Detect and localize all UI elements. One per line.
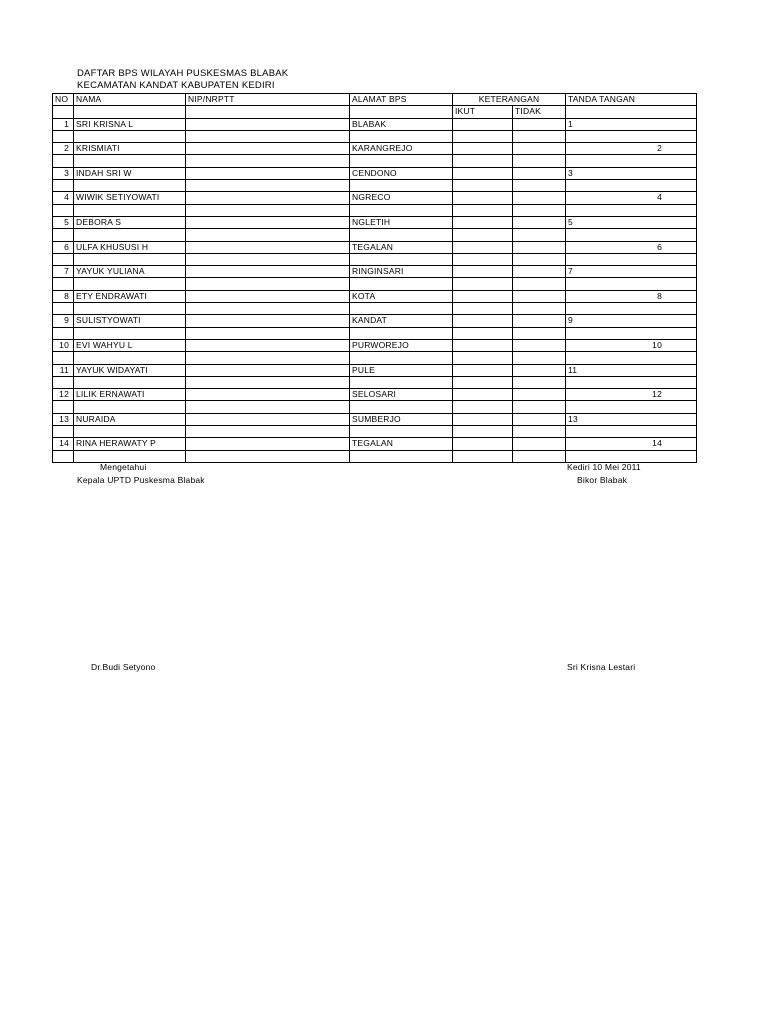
header-keterangan: KETERANGAN bbox=[453, 94, 566, 106]
cell-tidak bbox=[513, 339, 566, 351]
cell-no: 5 bbox=[53, 216, 74, 228]
bps-table bbox=[52, 93, 697, 463]
table-row bbox=[53, 339, 697, 351]
spacer-cell bbox=[453, 253, 513, 265]
table-row bbox=[53, 143, 697, 155]
table-spacer-row bbox=[53, 180, 697, 192]
spacer-cell bbox=[513, 303, 566, 315]
spacer-cell bbox=[453, 303, 513, 315]
cell-tidak bbox=[513, 216, 566, 228]
cell-nip bbox=[186, 413, 350, 425]
table-spacer-row bbox=[53, 303, 697, 315]
spacer-cell bbox=[350, 278, 453, 290]
cell-alamat: TEGALAN bbox=[350, 241, 453, 253]
cell-tanda-tangan: 8 bbox=[566, 290, 697, 302]
table-row bbox=[53, 290, 697, 302]
cell-nip bbox=[186, 143, 350, 155]
spacer-cell bbox=[53, 130, 74, 142]
cell-ikut bbox=[453, 389, 513, 401]
spacer-cell bbox=[186, 229, 350, 241]
subheader-empty bbox=[186, 106, 350, 118]
spacer-cell bbox=[513, 204, 566, 216]
spacer-cell bbox=[513, 450, 566, 462]
cell-ikut bbox=[453, 118, 513, 130]
cell-tidak bbox=[513, 315, 566, 327]
table-row bbox=[53, 118, 697, 130]
table-spacer-row bbox=[53, 401, 697, 413]
spacer-cell bbox=[53, 229, 74, 241]
table-row bbox=[53, 364, 697, 376]
header-tidak: TIDAK bbox=[513, 106, 566, 118]
spacer-cell bbox=[53, 376, 74, 388]
spacer-cell bbox=[513, 426, 566, 438]
spacer-cell bbox=[74, 253, 186, 265]
table-spacer-row bbox=[53, 155, 697, 167]
cell-tanda-tangan: 7 bbox=[566, 266, 697, 278]
cell-no: 2 bbox=[53, 143, 74, 155]
cell-no: 14 bbox=[53, 438, 74, 450]
cell-ikut bbox=[453, 216, 513, 228]
cell-no: 11 bbox=[53, 364, 74, 376]
cell-alamat: SELOSARI bbox=[350, 389, 453, 401]
table-spacer-row bbox=[53, 229, 697, 241]
spacer-cell bbox=[566, 229, 697, 241]
table-subheader-row bbox=[53, 106, 697, 118]
footer-nama-bikor: Sri Krisna Lestari bbox=[567, 662, 636, 672]
spacer-cell bbox=[74, 327, 186, 339]
cell-tanda-tangan: 13 bbox=[566, 413, 697, 425]
header-no: NO bbox=[53, 94, 74, 106]
cell-nama: NURAIDA bbox=[74, 413, 186, 425]
spacer-cell bbox=[453, 352, 513, 364]
spacer-cell bbox=[74, 130, 186, 142]
cell-tidak bbox=[513, 118, 566, 130]
spacer-cell bbox=[53, 278, 74, 290]
cell-tidak bbox=[513, 438, 566, 450]
cell-tanda-tangan: 9 bbox=[566, 315, 697, 327]
cell-nip bbox=[186, 339, 350, 351]
table-spacer-row bbox=[53, 327, 697, 339]
spacer-cell bbox=[186, 327, 350, 339]
cell-nama: DEBORA S bbox=[74, 216, 186, 228]
cell-tanda-tangan: 6 bbox=[566, 241, 697, 253]
subheader-empty bbox=[74, 106, 186, 118]
cell-alamat: PURWOREJO bbox=[350, 339, 453, 351]
spacer-cell bbox=[74, 180, 186, 192]
spacer-cell bbox=[186, 130, 350, 142]
spacer-cell bbox=[53, 426, 74, 438]
cell-no: 6 bbox=[53, 241, 74, 253]
header-alamat: ALAMAT BPS bbox=[350, 94, 453, 106]
spacer-cell bbox=[74, 278, 186, 290]
spacer-cell bbox=[513, 352, 566, 364]
table-spacer-row bbox=[53, 376, 697, 388]
spacer-cell bbox=[453, 204, 513, 216]
table-row bbox=[53, 389, 697, 401]
spacer-cell bbox=[350, 204, 453, 216]
cell-tanda-tangan: 1 bbox=[566, 118, 697, 130]
cell-tanda-tangan: 5 bbox=[566, 216, 697, 228]
spacer-cell bbox=[186, 401, 350, 413]
cell-alamat: NGRECO bbox=[350, 192, 453, 204]
cell-ikut bbox=[453, 167, 513, 179]
table-row bbox=[53, 167, 697, 179]
cell-tidak bbox=[513, 192, 566, 204]
cell-alamat: TEGALAN bbox=[350, 438, 453, 450]
spacer-cell bbox=[453, 130, 513, 142]
cell-nama: YAYUK WIDAYATI bbox=[74, 364, 186, 376]
spacer-cell bbox=[186, 450, 350, 462]
footer-jabatan-kepala: Kepala UPTD Puskesma Blabak bbox=[77, 475, 205, 485]
cell-no: 4 bbox=[53, 192, 74, 204]
cell-tanda-tangan: 11 bbox=[566, 364, 697, 376]
spacer-cell bbox=[350, 401, 453, 413]
cell-ikut bbox=[453, 143, 513, 155]
cell-no: 8 bbox=[53, 290, 74, 302]
cell-alamat: PULE bbox=[350, 364, 453, 376]
spacer-cell bbox=[53, 155, 74, 167]
spacer-cell bbox=[53, 327, 74, 339]
subheader-empty bbox=[350, 106, 453, 118]
cell-nip bbox=[186, 266, 350, 278]
spacer-cell bbox=[350, 426, 453, 438]
spacer-cell bbox=[74, 401, 186, 413]
cell-nama: INDAH SRI W bbox=[74, 167, 186, 179]
spacer-cell bbox=[513, 401, 566, 413]
cell-tidak bbox=[513, 167, 566, 179]
cell-alamat: BLABAK bbox=[350, 118, 453, 130]
cell-alamat: SUMBERJO bbox=[350, 413, 453, 425]
spacer-cell bbox=[74, 204, 186, 216]
cell-tanda-tangan: 10 bbox=[566, 339, 697, 351]
cell-tidak bbox=[513, 241, 566, 253]
cell-ikut bbox=[453, 290, 513, 302]
spacer-cell bbox=[566, 376, 697, 388]
spacer-cell bbox=[350, 352, 453, 364]
footer-mengetahui: Mengetahui bbox=[100, 462, 147, 472]
cell-no: 7 bbox=[53, 266, 74, 278]
spacer-cell bbox=[186, 278, 350, 290]
cell-ikut bbox=[453, 266, 513, 278]
spacer-cell bbox=[453, 180, 513, 192]
spacer-cell bbox=[53, 401, 74, 413]
table-spacer-row bbox=[53, 130, 697, 142]
cell-nama: SRI KRISNA L bbox=[74, 118, 186, 130]
table-spacer-row bbox=[53, 253, 697, 265]
header-tanda-tangan: TANDA TANGAN bbox=[566, 94, 697, 106]
spacer-cell bbox=[566, 426, 697, 438]
cell-ikut bbox=[453, 339, 513, 351]
spacer-cell bbox=[186, 426, 350, 438]
table-spacer-row bbox=[53, 352, 697, 364]
header-nama: NAMA bbox=[74, 94, 186, 106]
table-row bbox=[53, 438, 697, 450]
spacer-cell bbox=[566, 401, 697, 413]
cell-nip bbox=[186, 192, 350, 204]
spacer-cell bbox=[513, 229, 566, 241]
cell-tanda-tangan: 3 bbox=[566, 167, 697, 179]
cell-tanda-tangan: 4 bbox=[566, 192, 697, 204]
table-row bbox=[53, 315, 697, 327]
cell-ikut bbox=[453, 315, 513, 327]
cell-ikut bbox=[453, 438, 513, 450]
spacer-cell bbox=[513, 278, 566, 290]
spacer-cell bbox=[566, 450, 697, 462]
header-ikut: IKUT bbox=[453, 106, 513, 118]
spacer-cell bbox=[350, 327, 453, 339]
table-spacer-row bbox=[53, 450, 697, 462]
table-row bbox=[53, 241, 697, 253]
cell-tanda-tangan: 2 bbox=[566, 143, 697, 155]
spacer-cell bbox=[186, 204, 350, 216]
spacer-cell bbox=[74, 155, 186, 167]
spacer-cell bbox=[566, 278, 697, 290]
spacer-cell bbox=[350, 130, 453, 142]
cell-no: 10 bbox=[53, 339, 74, 351]
spacer-cell bbox=[53, 450, 74, 462]
spacer-cell bbox=[350, 450, 453, 462]
cell-nama: EVI WAHYU L bbox=[74, 339, 186, 351]
spacer-cell bbox=[53, 204, 74, 216]
spacer-cell bbox=[186, 303, 350, 315]
table-row bbox=[53, 266, 697, 278]
spacer-cell bbox=[513, 327, 566, 339]
table-header-row bbox=[53, 94, 697, 106]
cell-nama: KRISMIATI bbox=[74, 143, 186, 155]
spacer-cell bbox=[350, 155, 453, 167]
document-title-line-2: KECAMATAN KANDAT KABUPATEN KEDIRI bbox=[77, 80, 275, 91]
subheader-empty bbox=[53, 106, 74, 118]
spacer-cell bbox=[74, 229, 186, 241]
spacer-cell bbox=[566, 303, 697, 315]
spacer-cell bbox=[350, 180, 453, 192]
table-spacer-row bbox=[53, 204, 697, 216]
spacer-cell bbox=[350, 376, 453, 388]
cell-no: 3 bbox=[53, 167, 74, 179]
cell-nip bbox=[186, 118, 350, 130]
cell-nip bbox=[186, 364, 350, 376]
spacer-cell bbox=[566, 130, 697, 142]
cell-ikut bbox=[453, 364, 513, 376]
cell-nama: LILIK ERNAWATI bbox=[74, 389, 186, 401]
cell-nip bbox=[186, 315, 350, 327]
spacer-cell bbox=[453, 229, 513, 241]
spacer-cell bbox=[186, 180, 350, 192]
spacer-cell bbox=[74, 303, 186, 315]
cell-nama: ULFA KHUSUSI H bbox=[74, 241, 186, 253]
subheader-empty bbox=[566, 106, 697, 118]
cell-ikut bbox=[453, 192, 513, 204]
cell-tidak bbox=[513, 143, 566, 155]
cell-no: 9 bbox=[53, 315, 74, 327]
cell-tanda-tangan: 14 bbox=[566, 438, 697, 450]
cell-no: 13 bbox=[53, 413, 74, 425]
spacer-cell bbox=[453, 376, 513, 388]
spacer-cell bbox=[186, 352, 350, 364]
cell-nip bbox=[186, 389, 350, 401]
table-spacer-row bbox=[53, 278, 697, 290]
cell-tidak bbox=[513, 364, 566, 376]
cell-nama: RINA HERAWATY P bbox=[74, 438, 186, 450]
cell-tidak bbox=[513, 413, 566, 425]
spacer-cell bbox=[350, 229, 453, 241]
cell-nip bbox=[186, 167, 350, 179]
spacer-cell bbox=[513, 130, 566, 142]
cell-nip bbox=[186, 241, 350, 253]
table-row bbox=[53, 192, 697, 204]
spacer-cell bbox=[566, 352, 697, 364]
spacer-cell bbox=[453, 278, 513, 290]
spacer-cell bbox=[350, 303, 453, 315]
cell-tidak bbox=[513, 266, 566, 278]
spacer-cell bbox=[74, 376, 186, 388]
cell-nama: SULISTYOWATI bbox=[74, 315, 186, 327]
spacer-cell bbox=[53, 303, 74, 315]
cell-tidak bbox=[513, 389, 566, 401]
cell-no: 12 bbox=[53, 389, 74, 401]
spacer-cell bbox=[566, 204, 697, 216]
spacer-cell bbox=[566, 327, 697, 339]
spacer-cell bbox=[186, 376, 350, 388]
spacer-cell bbox=[74, 450, 186, 462]
spacer-cell bbox=[513, 155, 566, 167]
cell-tidak bbox=[513, 290, 566, 302]
table-row bbox=[53, 413, 697, 425]
table-row bbox=[53, 216, 697, 228]
cell-alamat: KANDAT bbox=[350, 315, 453, 327]
spacer-cell bbox=[513, 376, 566, 388]
footer-tempat-tanggal: Kediri 10 Mei 2011 bbox=[567, 462, 641, 472]
footer-nama-kepala: Dr.Budi Setyono bbox=[91, 662, 156, 672]
spacer-cell bbox=[566, 180, 697, 192]
spacer-cell bbox=[350, 253, 453, 265]
spacer-cell bbox=[513, 253, 566, 265]
spacer-cell bbox=[186, 253, 350, 265]
cell-alamat: KOTA bbox=[350, 290, 453, 302]
spacer-cell bbox=[453, 327, 513, 339]
cell-ikut bbox=[453, 413, 513, 425]
spacer-cell bbox=[53, 352, 74, 364]
cell-tanda-tangan: 12 bbox=[566, 389, 697, 401]
cell-nama: YAYUK YULIANA bbox=[74, 266, 186, 278]
cell-alamat: RINGINSARI bbox=[350, 266, 453, 278]
spacer-cell bbox=[53, 253, 74, 265]
spacer-cell bbox=[53, 180, 74, 192]
spacer-cell bbox=[186, 155, 350, 167]
spacer-cell bbox=[453, 426, 513, 438]
cell-nip bbox=[186, 216, 350, 228]
table-spacer-row bbox=[53, 426, 697, 438]
spacer-cell bbox=[453, 155, 513, 167]
cell-alamat: NGLETIH bbox=[350, 216, 453, 228]
cell-alamat: CENDONO bbox=[350, 167, 453, 179]
spacer-cell bbox=[453, 401, 513, 413]
header-nip: NIP/NRPTT bbox=[186, 94, 350, 106]
document-title-line-1: DAFTAR BPS WILAYAH PUSKESMAS BLABAK bbox=[77, 68, 289, 79]
footer-jabatan-bikor: Bikor Blabak bbox=[577, 475, 628, 485]
cell-nip bbox=[186, 290, 350, 302]
spacer-cell bbox=[74, 352, 186, 364]
cell-nama: WIWIK SETIYOWATI bbox=[74, 192, 186, 204]
cell-alamat: KARANGREJO bbox=[350, 143, 453, 155]
cell-nama: ETY ENDRAWATI bbox=[74, 290, 186, 302]
spacer-cell bbox=[74, 426, 186, 438]
cell-nip bbox=[186, 438, 350, 450]
cell-ikut bbox=[453, 241, 513, 253]
spacer-cell bbox=[513, 180, 566, 192]
spacer-cell bbox=[566, 253, 697, 265]
spacer-cell bbox=[453, 450, 513, 462]
cell-no: 1 bbox=[53, 118, 74, 130]
spacer-cell bbox=[566, 155, 697, 167]
